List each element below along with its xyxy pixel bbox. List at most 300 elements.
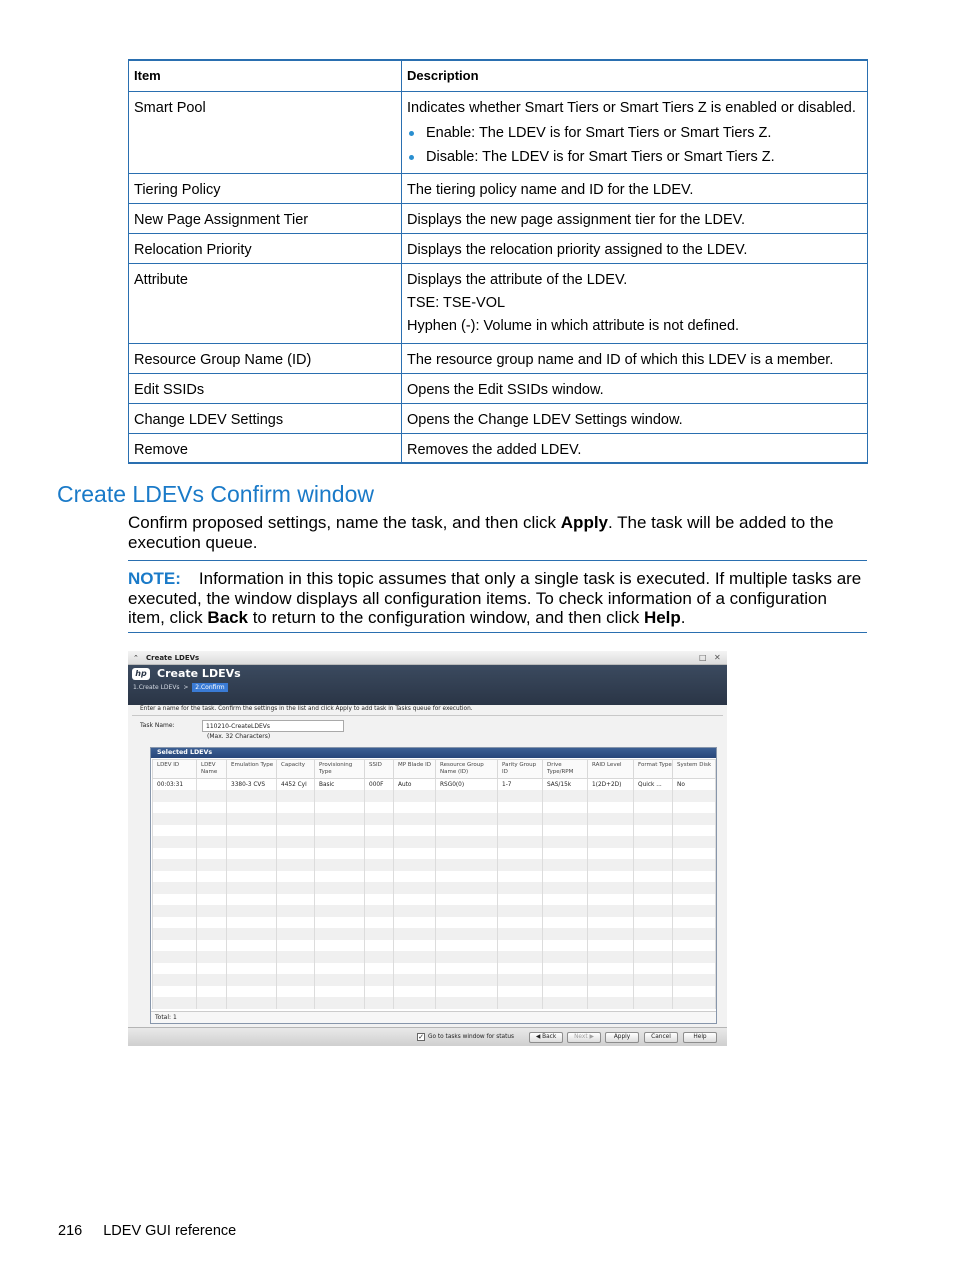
table-cell: [277, 790, 315, 802]
table-cell: [365, 813, 394, 825]
table-cell: [634, 790, 673, 802]
empty-row: [153, 859, 716, 871]
window-button-bar: [128, 1027, 727, 1046]
empty-row: [153, 905, 716, 917]
table-cell: [498, 928, 543, 940]
table-cell: [634, 848, 673, 860]
table-cell: [227, 940, 277, 952]
table-cell: [315, 836, 365, 848]
table-cell: [634, 917, 673, 929]
table-cell: [153, 802, 197, 814]
table-cell: [498, 963, 543, 975]
table-cell: [277, 917, 315, 929]
table-cell: [436, 825, 498, 837]
table-cell: [436, 813, 498, 825]
table-cell: [673, 974, 716, 986]
table-cell: [227, 951, 277, 963]
column-header[interactable]: Drive Type/RPM: [543, 760, 588, 779]
item-cell: Edit SSIDs: [129, 373, 402, 403]
breadcrumb-separator: >: [183, 684, 189, 691]
table-cell: [543, 813, 588, 825]
table-cell: [227, 813, 277, 825]
table-cell: [394, 790, 436, 802]
description-cell: Opens the Change LDEV Settings window.: [402, 403, 868, 433]
note-label: NOTE:: [128, 569, 181, 588]
footer-section-name: LDEV GUI reference: [103, 1223, 237, 1239]
table-cell: [634, 894, 673, 906]
table-cell: [227, 974, 277, 986]
table-row: [129, 233, 868, 263]
empty-row: [153, 802, 716, 814]
table-cell: [498, 871, 543, 883]
table-cell: [197, 917, 227, 929]
table-cell: [436, 974, 498, 986]
page-footer: [58, 1223, 236, 1239]
table-row[interactable]: [153, 779, 716, 791]
table-cell: [498, 986, 543, 998]
wizard-breadcrumb: [133, 684, 228, 691]
table-cell: [588, 928, 634, 940]
close-icon[interactable]: ✕: [714, 653, 721, 662]
table-cell: [634, 813, 673, 825]
empty-row: [153, 813, 716, 825]
empty-row: [153, 871, 716, 883]
table-cell: [277, 802, 315, 814]
divider: [132, 715, 723, 716]
table-cell: [277, 813, 315, 825]
empty-row: [153, 940, 716, 952]
table-cell: [543, 802, 588, 814]
table-cell: [315, 986, 365, 998]
table-cell: [227, 836, 277, 848]
description-cell: Removes the added LDEV.: [402, 433, 868, 463]
description-cell: The tiering policy name and ID for the LDEV.: [402, 173, 868, 203]
table-cell: [543, 871, 588, 883]
table-cell: Quick ...: [634, 779, 673, 791]
section-title: Create LDEVs Confirm window: [57, 481, 375, 507]
table-cell: No: [673, 779, 716, 791]
table-cell: [197, 974, 227, 986]
table-cell: [498, 905, 543, 917]
table-cell: [543, 836, 588, 848]
table-cell: [634, 997, 673, 1009]
table-cell: [634, 951, 673, 963]
table-cell: [588, 997, 634, 1009]
table-cell: [197, 859, 227, 871]
table-cell: [277, 997, 315, 1009]
empty-row: [153, 963, 716, 975]
table-cell: [588, 963, 634, 975]
table-cell: [315, 790, 365, 802]
table-cell: [227, 790, 277, 802]
table-cell: [394, 825, 436, 837]
table-cell: [436, 940, 498, 952]
header-item: Item: [129, 60, 402, 91]
table-cell: [588, 974, 634, 986]
table-cell: [543, 986, 588, 998]
table-cell: [315, 802, 365, 814]
table-cell: [197, 871, 227, 883]
go-to-tasks-checkbox[interactable]: ✓: [418, 1033, 424, 1041]
table-cell: [543, 940, 588, 952]
column-header[interactable]: Emulation Type: [227, 760, 277, 779]
empty-row: [153, 928, 716, 940]
table-cell: [673, 859, 716, 871]
intro-text-end: . The task will be added to the execution queue.: [128, 513, 834, 552]
table-cell: [365, 825, 394, 837]
table-cell: [588, 802, 634, 814]
table-cell: [673, 825, 716, 837]
column-header[interactable]: Parity Group ID: [498, 760, 543, 779]
table-cell: [315, 997, 365, 1009]
table-cell: [227, 963, 277, 975]
table-cell: [543, 894, 588, 906]
table-cell: [365, 790, 394, 802]
table-cell: [394, 951, 436, 963]
intro-text: Confirm proposed settings, name the task, and then click: [128, 513, 561, 532]
table-cell: [634, 940, 673, 952]
table-cell: [277, 986, 315, 998]
breadcrumb-step-confirm[interactable]: 2.Confirm: [192, 683, 227, 692]
column-header[interactable]: LDEV Name: [197, 760, 227, 779]
table-cell: [634, 882, 673, 894]
table-cell: [227, 859, 277, 871]
table-cell: [673, 963, 716, 975]
table-cell: [673, 836, 716, 848]
column-header[interactable]: SSID: [365, 760, 394, 779]
table-cell: [673, 871, 716, 883]
table-cell: [498, 997, 543, 1009]
table-cell: [277, 825, 315, 837]
table-cell: [634, 928, 673, 940]
table-row: [129, 173, 868, 203]
note-box: [128, 560, 867, 633]
item-cell: Attribute: [129, 263, 402, 343]
table-cell: [588, 790, 634, 802]
table-cell: [394, 871, 436, 883]
table-cell: [588, 986, 634, 998]
table-cell: 1-7: [498, 779, 543, 791]
table-cell: [588, 859, 634, 871]
table-cell: [436, 848, 498, 860]
table-cell: [277, 882, 315, 894]
table-cell: [588, 882, 634, 894]
table-cell: [543, 882, 588, 894]
table-cell: [436, 905, 498, 917]
table-cell: [365, 905, 394, 917]
table-cell: [153, 871, 197, 883]
create-ldevs-window-screenshot: [128, 651, 727, 1046]
table-cell: 00:03:31: [153, 779, 197, 791]
column-header[interactable]: MP Blade ID: [394, 760, 436, 779]
table-cell: [153, 813, 197, 825]
table-cell: [588, 894, 634, 906]
empty-row: [153, 917, 716, 929]
table-cell: [197, 997, 227, 1009]
table-cell: [394, 940, 436, 952]
table-cell: [673, 813, 716, 825]
table-cell: [197, 986, 227, 998]
table-cell: [153, 940, 197, 952]
table-cell: [634, 802, 673, 814]
table-cell: [227, 894, 277, 906]
table-cell: [543, 928, 588, 940]
table-cell: [543, 848, 588, 860]
table-cell: [436, 917, 498, 929]
table-cell: [498, 848, 543, 860]
table-cell: [498, 917, 543, 929]
table-cell: [634, 871, 673, 883]
table-cell: [153, 917, 197, 929]
table-cell: [365, 986, 394, 998]
table-cell: RSG0(0): [436, 779, 498, 791]
table-cell: [365, 951, 394, 963]
table-cell: [673, 940, 716, 952]
description-cell: [402, 91, 868, 173]
help-emphasis: Help: [643, 608, 681, 628]
table-cell: [365, 940, 394, 952]
table-cell: [365, 928, 394, 940]
description-cell: Displays the relocation priority assigned to the LDEV.: [402, 233, 868, 263]
table-cell: [315, 813, 365, 825]
table-cell: [153, 894, 197, 906]
table-cell: [315, 940, 365, 952]
header-title: Create LDEVs: [157, 667, 241, 680]
table-cell: [153, 928, 197, 940]
description-cell: [402, 263, 868, 343]
table-cell: [394, 997, 436, 1009]
table-cell: [394, 836, 436, 848]
table-cell: [197, 813, 227, 825]
apply-emphasis: Apply: [560, 513, 609, 532]
table-cell: [436, 963, 498, 975]
task-name-label: Task Name:: [140, 722, 175, 729]
reference-table: [128, 59, 868, 464]
table-cell: [197, 836, 227, 848]
table-cell: [394, 963, 436, 975]
table-cell: [394, 974, 436, 986]
grid-footer: [151, 1011, 716, 1023]
next-button[interactable]: Next ▶: [567, 1032, 601, 1043]
column-header[interactable]: Format Type: [634, 760, 673, 779]
column-header[interactable]: LDEV ID: [153, 760, 197, 779]
table-cell: [227, 825, 277, 837]
table-cell: [153, 790, 197, 802]
note-text: Information in this topic assumes that only a single task is executed. If multiple tasks are executed, the window displays all configuration items. To check information of a configuration item, click: [128, 569, 862, 628]
item-cell: Tiering Policy: [129, 173, 402, 203]
column-header[interactable]: Provisioning Type: [315, 760, 365, 779]
table-cell: [365, 997, 394, 1009]
note-text: .: [680, 608, 686, 628]
back-button[interactable]: ◀ Back: [529, 1032, 563, 1043]
table-cell: [153, 997, 197, 1009]
table-cell: [277, 940, 315, 952]
table-cell: [634, 986, 673, 998]
table-cell: [498, 882, 543, 894]
table-cell: [673, 997, 716, 1009]
table-cell: [365, 963, 394, 975]
table-cell: [227, 917, 277, 929]
task-name-input[interactable]: 110210-CreateLDEVs: [202, 720, 344, 732]
table-cell: [634, 859, 673, 871]
table-cell: [394, 928, 436, 940]
table-cell: [498, 836, 543, 848]
table-cell: [673, 951, 716, 963]
column-header[interactable]: System Disk: [673, 760, 716, 779]
table-cell: [227, 882, 277, 894]
table-cell: [365, 802, 394, 814]
table-cell: [673, 848, 716, 860]
empty-row: [153, 986, 716, 998]
table-cell: [394, 848, 436, 860]
table-cell: [277, 974, 315, 986]
table-cell: [277, 905, 315, 917]
table-cell: 4452 Cyl: [277, 779, 315, 791]
table-cell: [153, 848, 197, 860]
table-cell: [153, 986, 197, 998]
table-cell: [365, 848, 394, 860]
table-cell: [277, 894, 315, 906]
table-row: [129, 203, 868, 233]
table-cell: [197, 963, 227, 975]
table-cell: [315, 963, 365, 975]
table-cell: [153, 882, 197, 894]
selected-ldevs-panel: [150, 747, 717, 1024]
table-cell: [543, 974, 588, 986]
table-cell: [277, 836, 315, 848]
empty-row: [153, 997, 716, 1009]
table-cell: [543, 905, 588, 917]
table-cell: [197, 894, 227, 906]
table-cell: [588, 940, 634, 952]
back-emphasis: Back: [207, 608, 248, 628]
table-cell: [365, 894, 394, 906]
table-cell: [365, 859, 394, 871]
item-cell: Change LDEV Settings: [129, 403, 402, 433]
table-cell: [197, 779, 227, 791]
table-row: [129, 91, 868, 173]
item-cell: Smart Pool: [129, 91, 402, 173]
empty-row: [153, 882, 716, 894]
table-cell: [588, 848, 634, 860]
table-cell: [227, 871, 277, 883]
empty-row: [153, 836, 716, 848]
table-cell: [365, 836, 394, 848]
empty-row: [153, 894, 716, 906]
table-cell: [315, 848, 365, 860]
table-cell: [227, 986, 277, 998]
table-cell: [394, 882, 436, 894]
table-cell: [673, 986, 716, 998]
bullet-list: [407, 121, 862, 169]
table-cell: [588, 951, 634, 963]
table-cell: Auto: [394, 779, 436, 791]
table-cell: [436, 928, 498, 940]
column-header[interactable]: Resource Group Name (ID): [436, 760, 498, 779]
empty-row: [153, 974, 716, 986]
table-cell: [153, 974, 197, 986]
breadcrumb-step-create[interactable]: 1.Create LDEVs: [133, 684, 180, 691]
table-cell: [153, 859, 197, 871]
table-cell: [543, 790, 588, 802]
table-cell: [634, 905, 673, 917]
instruction-text: Enter a name for the task. Confirm the settings in the list and click Apply to add task in Tasks queue for execution.: [140, 706, 473, 712]
table-cell: [498, 790, 543, 802]
cancel-button[interactable]: Cancel: [644, 1032, 678, 1043]
window-header: [128, 665, 727, 705]
table-cell: [197, 940, 227, 952]
table-row: [129, 433, 868, 463]
table-cell: [197, 848, 227, 860]
table-cell: [436, 836, 498, 848]
collapse-icon[interactable]: ⌃: [133, 654, 139, 662]
table-cell: [436, 802, 498, 814]
bullet-item: Disable: The LDEV is for Smart Tiers or Smart Tiers Z.: [407, 145, 862, 169]
column-header[interactable]: RAID Level: [588, 760, 634, 779]
table-cell: [436, 859, 498, 871]
table-cell: [277, 928, 315, 940]
maximize-icon[interactable]: □: [699, 653, 707, 662]
description-cell: The resource group name and ID of which this LDEV is a member.: [402, 343, 868, 373]
help-button[interactable]: Help: [683, 1032, 717, 1043]
table-cell: [365, 882, 394, 894]
table-cell: [588, 905, 634, 917]
table-cell: [436, 997, 498, 1009]
table-cell: [153, 825, 197, 837]
description-line: TSE: TSE-VOL: [407, 294, 506, 311]
description-text: Indicates whether Smart Tiers or Smart Tiers Z is enabled or disabled.: [407, 99, 856, 116]
apply-button[interactable]: Apply: [605, 1032, 639, 1043]
table-row: [129, 403, 868, 433]
table-cell: [498, 859, 543, 871]
table-cell: [436, 986, 498, 998]
table-row: [129, 343, 868, 373]
table-cell: [673, 917, 716, 929]
table-cell: [277, 963, 315, 975]
table-cell: [227, 802, 277, 814]
table-cell: [436, 871, 498, 883]
task-name-hint: (Max. 32 Characters): [207, 733, 271, 740]
table-cell: [227, 905, 277, 917]
table-cell: [498, 974, 543, 986]
table-cell: [436, 894, 498, 906]
table-cell: [365, 917, 394, 929]
table-cell: [634, 825, 673, 837]
table-cell: [315, 951, 365, 963]
table-cell: [436, 882, 498, 894]
table-cell: [197, 951, 227, 963]
table-cell: [543, 951, 588, 963]
table-cell: [365, 974, 394, 986]
table-cell: [315, 917, 365, 929]
empty-row: [153, 848, 716, 860]
column-header[interactable]: Capacity: [277, 760, 315, 779]
table-cell: [277, 951, 315, 963]
table-cell: [365, 871, 394, 883]
table-cell: [588, 917, 634, 929]
table-cell: [394, 894, 436, 906]
table-cell: [498, 802, 543, 814]
table-cell: [153, 963, 197, 975]
table-cell: [394, 986, 436, 998]
bullet-item: Enable: The LDEV is for Smart Tiers or Smart Tiers Z.: [407, 121, 862, 145]
table-cell: [394, 905, 436, 917]
table-cell: [197, 790, 227, 802]
table-cell: [197, 882, 227, 894]
table-cell: [543, 997, 588, 1009]
hp-logo: hp: [132, 668, 150, 680]
table-cell: [498, 894, 543, 906]
